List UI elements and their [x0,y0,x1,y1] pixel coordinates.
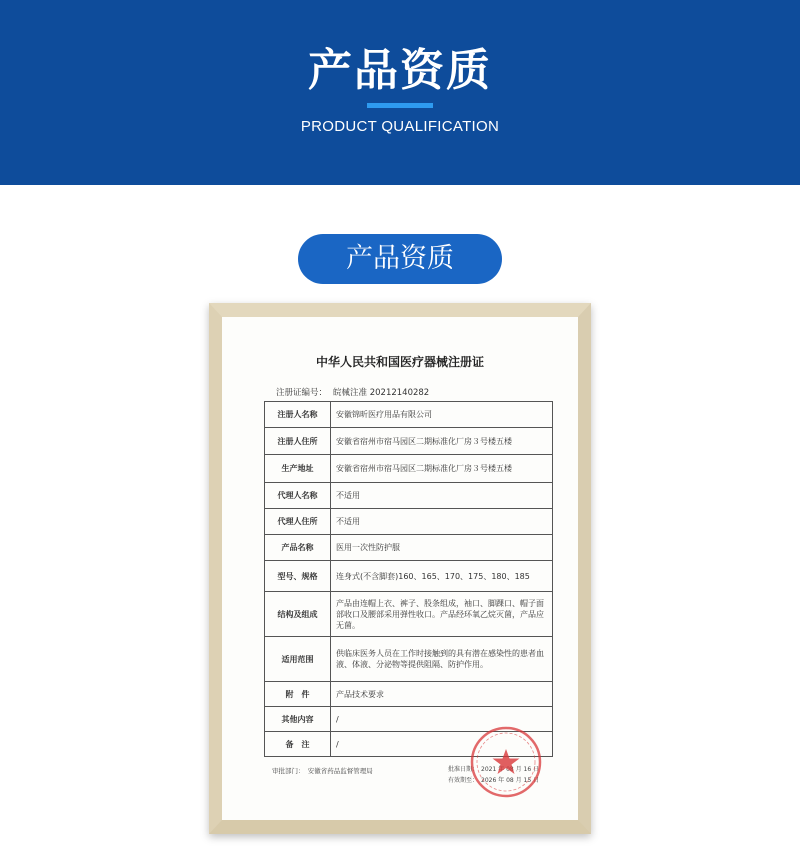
header-banner [0,0,800,185]
approval-date: 批准日期： 2021 年 08 月 16 日 [448,766,540,773]
certificate-table [264,401,553,757]
row-label: 附 件 [265,682,331,707]
table-row [265,509,553,535]
row-value: 不适用 [331,483,553,509]
table-row [265,483,553,509]
row-value: / [331,732,553,757]
row-value: 安徽锦昕医疗用品有限公司 [331,402,553,428]
page-subtitle: PRODUCT QUALIFICATION [300,118,500,135]
registration-value: 皖械注准 20212140282 [333,388,430,398]
row-value: 产品由连帽上衣、裤子、股条组成，袖口、脚踝口、帽子面部收口及腰部采用弹性收口。产品经环氧乙烷灭菌，产品应无菌。 [331,592,553,637]
certificate-paper [222,317,578,820]
registration-label: 注册证编号： [276,388,328,398]
certificate-frame [209,303,591,834]
row-value: 医用一次性防护服 [331,535,553,561]
table-row [265,561,553,592]
table-row [265,535,553,561]
row-label: 型号、规格 [265,561,331,592]
valid-until: 有效期至： 2026 年 08 月 15 日 [448,777,540,784]
row-value: 产品技术要求 [331,682,553,707]
row-value: 不适用 [331,509,553,535]
approval-authority: 审批部门： 安徽省药品监督管理局 [272,767,373,775]
title-underline [367,103,433,108]
official-seal-icon [469,725,543,799]
table-row [265,637,553,682]
registration-number [276,386,435,398]
row-label: 注册人名称 [265,402,331,428]
row-label: 代理人名称 [265,483,331,509]
page-title: 产品资质 [308,45,492,96]
table-row [265,592,553,637]
row-value: 安徽省宿州市宿马园区二期标准化厂房３号楼五楼 [331,428,553,455]
row-label: 生产地址 [265,455,331,483]
row-label: 结构及组成 [265,592,331,637]
row-value: / [331,707,553,732]
row-label: 其他内容 [265,707,331,732]
row-label: 备 注 [265,732,331,757]
row-label: 产品名称 [265,535,331,561]
row-value: 安徽省宿州市宿马园区二期标准化厂房３号楼五楼 [331,455,553,483]
table-row [265,428,553,455]
table-row [265,455,553,483]
table-row [265,402,553,428]
row-value: 连身式(不含脚套)160、165、170、175、180、185 [331,561,553,592]
table-row [265,682,553,707]
row-label: 代理人住所 [265,509,331,535]
section-pill: 产品资质 [298,234,502,284]
row-value: 供临床医务人员在工作时接触到的具有潜在感染性的患者血液、体液、分泌物等提供阻隔、防护作用。 [331,637,553,682]
certificate-title: 中华人民共和国医疗器械注册证 [315,355,484,369]
row-label: 适用范围 [265,637,331,682]
row-label: 注册人住所 [265,428,331,455]
